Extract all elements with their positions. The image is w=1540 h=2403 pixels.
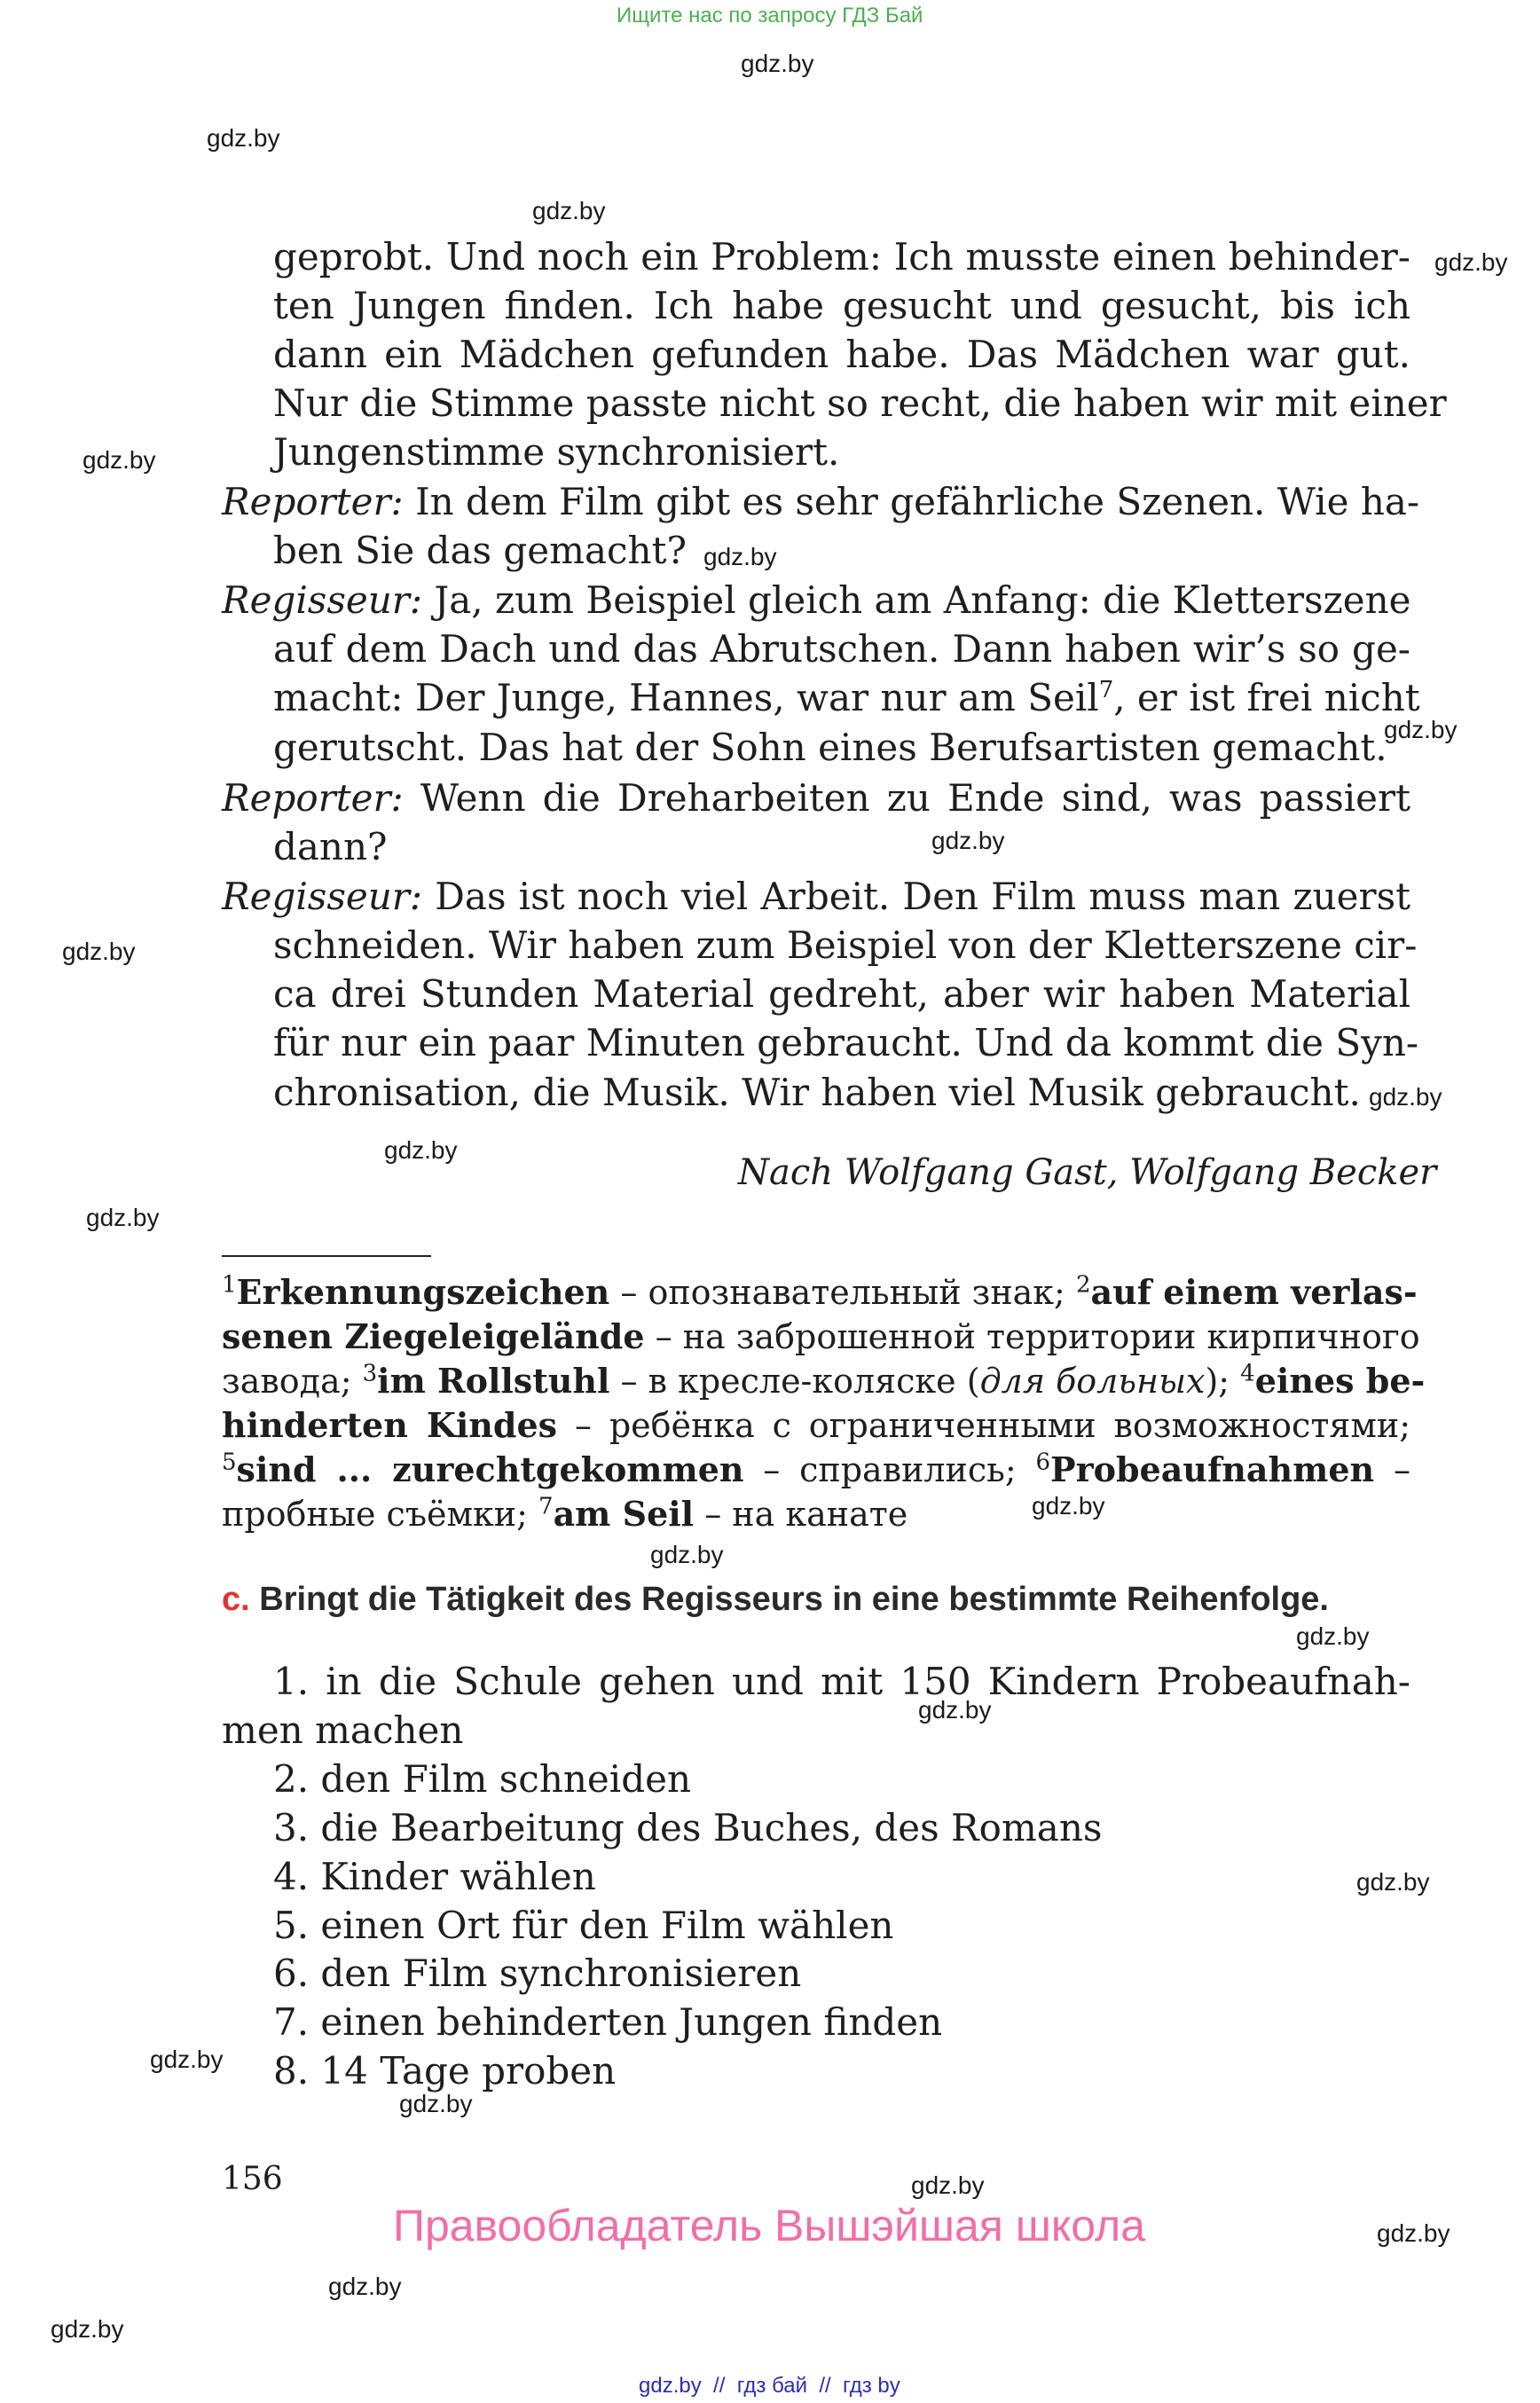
watermark: gdz.by	[931, 827, 1005, 854]
dialogue-line: schneiden. Wir haben zum Beispiel von der Kletterszene cir-	[273, 923, 1418, 967]
dialogue-line: auf dem Dach und das Abrutschen. Dann haben wir’s so ge-	[273, 627, 1410, 671]
footnote-term: hinderten Kindes	[222, 1405, 558, 1445]
dialogue-text: macht: Der Junge, Hannes, war nur am Seil	[273, 676, 1099, 719]
footnote-line	[222, 1359, 1426, 1403]
footnote-number: 5	[222, 1449, 237, 1476]
dialogue-line: für nur ein paar Minuten gebraucht. Und da kommt die Syn-	[273, 1021, 1419, 1064]
dialogue-line: geprobt. Und noch ein Problem: Ich musste einen behinder-	[273, 235, 1410, 279]
dialogue-line	[222, 673, 1420, 722]
watermark: gdz.by	[918, 1696, 992, 1724]
footnote-line	[222, 1315, 1420, 1359]
footnote-number: 3	[362, 1360, 378, 1387]
footnote-ref: 7	[1098, 677, 1114, 703]
watermark: gdz.by	[650, 1541, 724, 1568]
dialogue-text: Wenn die Dreharbeiten zu Ende sind, was passiert	[420, 776, 1410, 820]
list-item: 2. den Film schneiden	[273, 1757, 692, 1801]
footnote-line	[222, 1270, 1418, 1315]
watermark: gdz.by	[51, 2315, 124, 2343]
watermark: gdz.by	[741, 50, 814, 77]
dialogue-line: ten Jungen finden. Ich habe gesucht und gesucht, bis ich	[273, 284, 1410, 327]
dialogue-line: Nur die Stimme passte nicht so recht, die haben wir mit einer	[273, 381, 1447, 425]
list-item: 7. einen behinderten Jungen finden	[273, 2000, 943, 2044]
footnote-term: Probeaufnahmen	[1050, 1449, 1375, 1489]
footnote-translation: завода;	[222, 1362, 363, 1401]
footnote-line	[222, 1492, 1410, 1536]
footnote-translation: пробные съёмки;	[222, 1495, 539, 1534]
list-item: 1. in die Schule gehen und mit 150 Kindern Probeaufnah-	[273, 1660, 1410, 1703]
dialogue-text: Das ist noch viel Arbeit. Den Film muss man zuerst	[435, 875, 1410, 918]
task-letter: c.	[222, 1581, 250, 1618]
list-item-continuation: men machen	[222, 1708, 464, 1752]
watermark: gdz.by	[207, 124, 280, 152]
dialogue-text: In dem Film gibt es sehr gefährliche Szenen. Wie ha-	[415, 480, 1420, 523]
footnote-translation: – ребёнка с ограниченными возможностями;	[557, 1406, 1411, 1445]
list-item: 6. den Film synchronisieren	[273, 1951, 802, 1995]
dialogue-line: chronisation, die Musik. Wir haben viel Musik gebraucht.	[273, 1071, 1361, 1114]
reporter-line	[222, 477, 1420, 526]
footnote-number: 7	[538, 1493, 554, 1520]
task-heading	[222, 1581, 1329, 1619]
footnote-term: Erkennungszeichen	[236, 1272, 610, 1312]
regisseur-line	[222, 872, 1410, 921]
watermark: gdz.by	[1296, 1622, 1370, 1650]
watermark: gdz.by	[86, 1204, 160, 1231]
dialogue-text: Ja, zum Beispiel gleich am Anfang: die Kletterszene	[434, 578, 1411, 622]
speaker-label: Reporter:	[222, 480, 404, 523]
watermark: gdz.by	[1356, 1868, 1430, 1896]
reporter-line	[222, 774, 1410, 822]
source-attribution: Nach Wolfgang Gast, Wolfgang Becker	[738, 1152, 1437, 1193]
watermark: gdz.by	[911, 2171, 985, 2199]
footnote-note: для больных	[979, 1362, 1206, 1401]
top-banner: Ищите нас по запросу ГДЗ Бай	[617, 4, 923, 27]
footnote-number: 2	[1075, 1271, 1091, 1299]
watermark: gdz.by	[532, 197, 606, 224]
footnote-translation: – на заброшенной территории кирпичного	[644, 1317, 1420, 1356]
regisseur-line	[222, 576, 1410, 624]
dialogue-text: , er ist frei nicht	[1113, 676, 1420, 719]
list-item: 8. 14 Tage proben	[273, 2049, 617, 2093]
footnote-term: senen Ziegeleigelände	[222, 1316, 645, 1356]
footnote-translation: – на канате	[694, 1495, 908, 1534]
page-number: 156	[222, 2161, 283, 2197]
list-item: 3. die Bearbeitung des Buches, des Romans	[273, 1806, 1103, 1849]
footnote-line	[222, 1403, 1410, 1448]
watermark: gdz.by	[1377, 2219, 1450, 2247]
rights-holder: Правообладатель Вышэйшая школа	[393, 2201, 1145, 2250]
dialogue-line: Jungenstimme synchronisiert.	[273, 430, 840, 474]
watermark: gdz.by	[1384, 716, 1458, 743]
watermark: gdz.by	[1369, 1083, 1442, 1111]
footnote-term: im Rollstuhl	[377, 1361, 610, 1401]
task-text: Bringt die Tätigkeit des Regisseurs in eine bestimmte Reihenfolge.	[259, 1581, 1329, 1618]
speaker-label: Reporter:	[222, 776, 404, 820]
dialogue-line: ben Sie das gemacht?	[273, 529, 687, 572]
footnote-number: 4	[1240, 1360, 1255, 1387]
watermark: gdz.by	[399, 2090, 473, 2117]
watermark: gdz.by	[384, 1136, 458, 1164]
footnote-term: eines be-	[1254, 1361, 1426, 1401]
footnote-translation: – в кресле-коляске (	[609, 1362, 980, 1401]
list-item: 4. Kinder wählen	[273, 1855, 596, 1898]
list-item: 5. einen Ort für den Film wählen	[273, 1904, 894, 1947]
footnote-line	[222, 1448, 1410, 1492]
footnote-translation: – справились;	[743, 1450, 1036, 1489]
watermark: gdz.by	[328, 2273, 402, 2300]
dialogue-line: dann ein Mädchen gefunden habe. Das Mädchen war gut.	[273, 333, 1410, 376]
footnote-translation: –	[1374, 1450, 1410, 1489]
footnote-term: am Seil	[553, 1494, 695, 1534]
footnote-number: 1	[222, 1271, 237, 1299]
footnote-divider	[222, 1255, 431, 1257]
watermark: gdz.by	[62, 938, 136, 965]
footnote-number: 6	[1035, 1449, 1050, 1476]
footer-links: gdz.by // гдз бай // гдз by	[639, 2374, 900, 2398]
dialogue-line: dann?	[273, 825, 388, 868]
watermark: gdz.by	[150, 2046, 224, 2073]
watermark: gdz.by	[703, 543, 777, 570]
speaker-label: Regisseur:	[222, 578, 423, 622]
footnote-translation: – опознавательный знак;	[609, 1273, 1076, 1312]
footnote-translation: );	[1205, 1362, 1241, 1401]
footnote-term: auf einem verlas-	[1090, 1272, 1418, 1312]
watermark: gdz.by	[1434, 248, 1508, 276]
footnote-term: sind ... zurechtgekommen	[236, 1449, 744, 1489]
watermark: gdz.by	[1032, 1492, 1105, 1520]
dialogue-line: ca drei Stunden Material gedreht, aber wir haben Material	[273, 972, 1410, 1016]
watermark: gdz.by	[82, 446, 156, 474]
speaker-label: Regisseur:	[222, 875, 423, 918]
dialogue-line: gerutscht. Das hat der Sohn eines Berufsartisten gemacht.	[273, 726, 1387, 769]
